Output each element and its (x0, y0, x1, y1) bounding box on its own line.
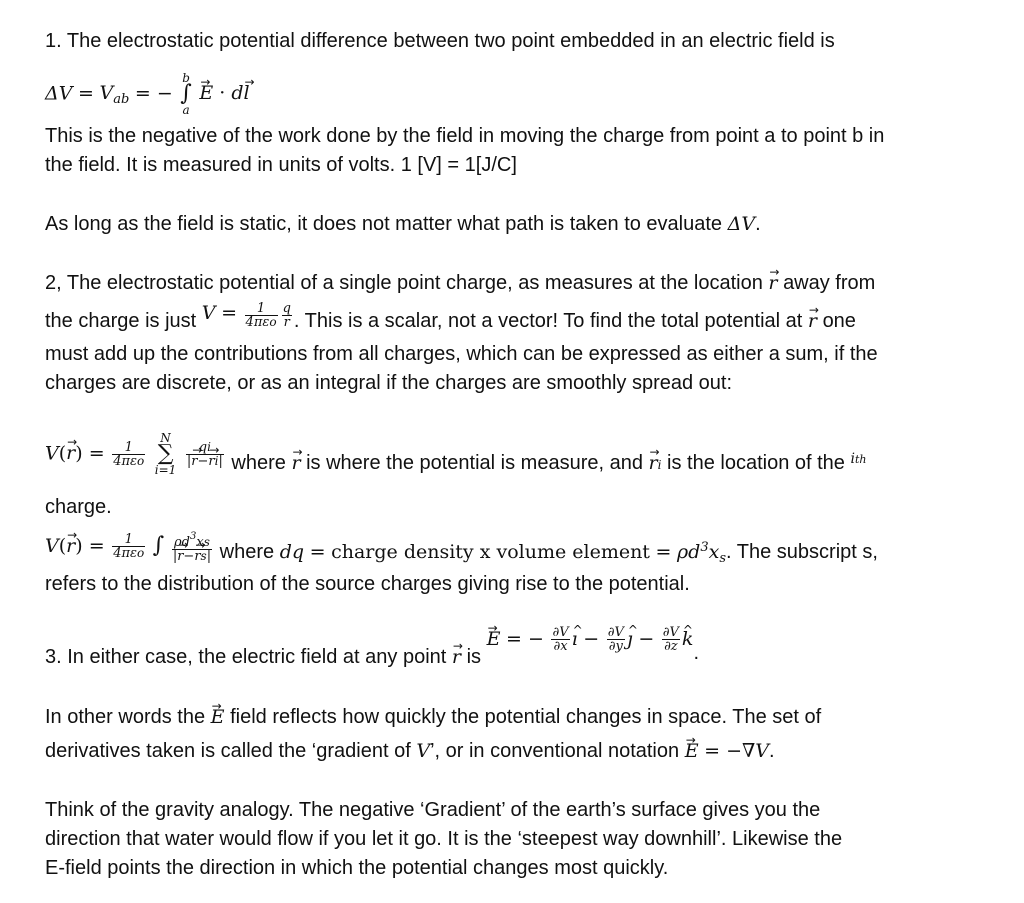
item2-line4: charges are discrete, or as an integral if the charges are smoothly spread out: (45, 372, 733, 394)
potential-difference-formula: $\Delta V = V_{ab}$ = − b ∫ a → E · d→ l (45, 72, 250, 116)
item4-line1: Think of the gravity analogy. The negative ‘Gradient’ of the earth’s surface gives you the (45, 799, 821, 821)
item3-field-gradient: 3. In either case, the electric field at any point → r is → E = − $\frac{\partial V}{\partial x}$ ^ ı − $\frac{\partial V}{\partial y}$ ^ ȷ − $\frac{\partial V}{\partial z}$ ^ k. (45, 626, 699, 653)
item3-line3: derivatives taken is called the ‘gradient of V’, or in conventional notation → E = −∇V. (45, 739, 775, 763)
item1-intro: 1. The electrostatic potential difference between two point embedded in an electric field is (45, 30, 835, 52)
item3-line2: In other words the → E field reflects how quickly the potential changes in space. The set of (45, 705, 821, 729)
item1-explanation-line2: the field. It is measured in units of volts. 1 [V] = 1[J/C] (45, 154, 517, 176)
path-independence-note: As long as the field is static, it does not matter what path is taken to evaluate ΔV. (45, 213, 761, 235)
item2-line1: 2, The electrostatic potential of a single point charge, as measures at the location → r away from (45, 271, 875, 295)
sum-where-end: charge. (45, 496, 112, 518)
continuous-integral-formula: V(→ r) = $\frac{1}{\text{4πεo}}$ ∫ $\frac{\rho d^3xs}{|\to r-\to rs|}$ where dq = charge density x volume element = $\rho d^3x_s$. The subscript s, (45, 530, 878, 565)
int-where-end: refers to the distribution of the source charges giving rise to the potential. (45, 573, 690, 595)
item4-line2: direction that water would flow if you let it go. It is the ‘steepest way downhill’. Likewise the (45, 828, 843, 850)
discrete-sum-formula: V(→ r) = $\frac{1}{\text{4πεo}}$ N ∑ i=1 $\frac{qi}{|\to r-\to ri|}$ where → r is where the potential is measure, and → ri is the location of the $^{ith}$ (45, 432, 866, 476)
item2-line3: must add up the contributions from all charges, which can be expressed as either a sum, if the (45, 343, 878, 365)
item1-explanation-line1: This is the negative of the work done by the field in moving the charge from point a to point b in (45, 125, 885, 147)
item4-line3: E-field points the direction in which the potential changes most quickly. (45, 857, 669, 879)
item2-line2: the charge is just V = $\frac{1}{\text{4πεo}}$ $\frac{q}{r}$ . This is a scalar, not a vector! To find the total potential at → r one (45, 308, 856, 335)
